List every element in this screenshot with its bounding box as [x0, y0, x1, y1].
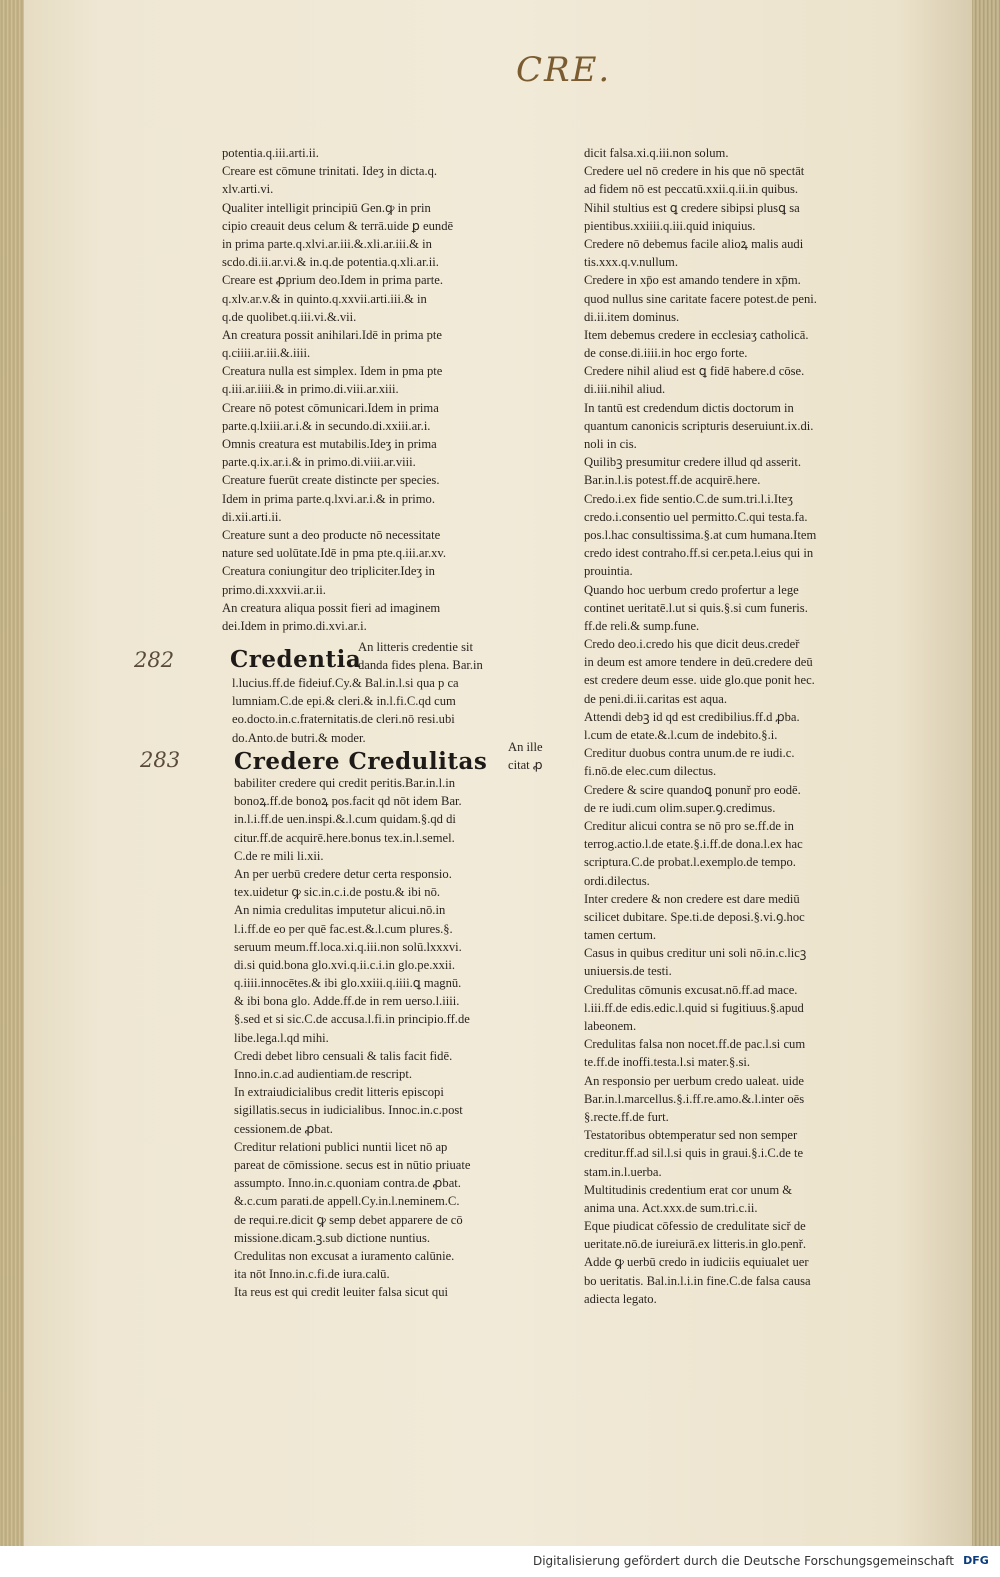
text-line: bo ueritatis. Bal.in.l.i.in fine.C.de falsa causa: [584, 1273, 811, 1288]
headword-credere: Credere Credulitas: [234, 748, 488, 775]
text-line: noli in cis.: [584, 437, 637, 451]
text-line: Omnis creatura est mutabilis.Ideʒ in prima: [222, 437, 437, 451]
text-line: ita nōt Inno.in.c.fi.de iura.calū.: [234, 1267, 390, 1282]
text-line: in deum est amore tendere in deū.credere deū: [584, 655, 813, 670]
text-line: In tantū est credendum dictis doctorum in: [584, 400, 794, 415]
margin-note-282: 282: [134, 648, 175, 672]
text-line: di.iii.nihil aliud.: [584, 382, 666, 397]
text-line: Idem in prima parte.q.lxvi.ar.i.& in primo.: [222, 491, 435, 506]
text-line: labeonem.: [584, 1019, 637, 1033]
text-line: q.xlv.ar.v.& in quinto.q.xxvii.arti.iii.& in: [222, 291, 427, 306]
text-line: Creatura nulla est simplex. Idem in pma pte: [222, 364, 443, 379]
text-line: Credere & scire quandoꝗ ponunř pro eodē.: [584, 782, 801, 797]
text-line: xlv.arti.vi.: [222, 182, 274, 197]
text-line: l.iii.ff.de edis.edic.l.quid si fugitiuus.§.apud: [584, 1000, 804, 1015]
text-line: de conse.di.iiii.in hoc ergo forte.: [584, 346, 748, 361]
running-header: CRE.: [516, 50, 612, 90]
text-line: Adde ꝙ uerbū credo in iudiciis equiualet uer: [584, 1255, 809, 1270]
text-line: credo.i.consentio uel permitto.C.qui testa.fa.: [584, 509, 808, 524]
text-line: parte.q.lxiii.ar.i.& in secundo.di.xxiii.ar.i.: [222, 418, 431, 433]
text-line: te.ff.de inoffi.testa.l.si mater.§.si.: [584, 1055, 751, 1070]
text-line: §.sed et si sic.C.de accusa.l.fi.in principio.ff.de: [234, 1012, 470, 1027]
text-line: continet ueritatē.l.ut si quis.§.si cum funeris.: [584, 600, 808, 615]
text-line: citur.ff.de acquirē.here.bonus tex.in.l.semel.: [234, 830, 455, 845]
text-line: scriptura.C.de probat.l.exemplo.de tempo.: [584, 855, 796, 870]
text-line: assumpto. Inno.in.c.quoniam contra.de ꝓbat.: [234, 1176, 461, 1191]
text-line: Credulitas cōmunis excusat.nō.ff.ad mace.: [584, 982, 798, 997]
text-line: parte.q.ix.ar.i.& in primo.di.viii.ar.viii.: [222, 455, 416, 470]
text-line: cessionem.de ꝓbat.: [234, 1121, 333, 1136]
text-line: scilicet dubitare. Spe.ti.de deposi.§.vi.ꝯ.hoc: [584, 909, 805, 924]
text-line: anima una. Act.xxx.de sum.tri.c.ii.: [584, 1200, 758, 1215]
text-line: Credi debet libro censuali & talis facit fidē.: [234, 1048, 453, 1063]
credere-entry-side: [508, 738, 548, 774]
dfg-logo: DFG: [963, 1554, 989, 1567]
left-column: [222, 144, 540, 635]
text-line: l.i.ff.de eo per quē fac.est.&.l.cum plures.§.: [234, 921, 453, 936]
text-line: Qualiter intelligit principiū Gen.ꝙ in prin: [222, 200, 431, 215]
text-line: An nimia credulitas imputetur alicui.nō.in: [234, 903, 446, 918]
text-line: q.de quolibet.q.iii.vi.&.vii.: [222, 309, 357, 324]
text-line: terrog.actio.l.de etate.§.i.ff.de dona.l.ex hac: [584, 837, 803, 852]
text-line: stam.in.l.uerba.: [584, 1164, 662, 1179]
text-line: credo idest contraho.ff.si cer.peta.l.eius qui in: [584, 546, 814, 561]
text-line: creditur.ff.ad sil.l.si quis in graui.§.i.C.de te: [584, 1146, 804, 1161]
text-line: & ibi bona glo. Adde.ff.de in rem uerso.l.iiii.: [234, 994, 460, 1009]
text-line: prouintia.: [584, 564, 633, 579]
text-line: l.cum de etate.&.l.cum de indebito.§.i.: [584, 728, 778, 742]
text-line: primo.di.xxxvii.ar.ii.: [222, 582, 326, 597]
text-line: q.iiii.innocētes.& ibi glo.xxiii.q.iiii.ꝗ magnū.: [234, 976, 462, 991]
text-line: Quilibꝫ presumitur credere illud qd asserit.: [584, 455, 801, 470]
text-line: An per uerbū credere detur certa responsio.: [234, 866, 452, 881]
text-line: Creatura coniungitur deo tripliciter.Ideʒ in: [222, 564, 435, 579]
text-line: Multitudinis credentium erat cor unum &: [584, 1182, 793, 1197]
left-column-entries: [222, 144, 540, 635]
text-line: de peni.di.ii.caritas est aqua.: [584, 691, 728, 706]
text-line: libe.lega.l.qd mihi.: [234, 1030, 329, 1045]
text-line: §.recte.ff.de furt.: [584, 1109, 669, 1124]
text-line: An creatura aliqua possit fieri ad imaginem: [222, 600, 441, 615]
text-line: uniuersis.de testi.: [584, 964, 672, 979]
text-line: Creare est cōmune trinitati. Ideʒ in dicta.q.: [222, 164, 438, 179]
text-line: tamen certum.: [584, 928, 657, 943]
text-line: quod nullus sine caritate facere potest.de peni.: [584, 291, 817, 306]
text-line: sigillatis.secus in iudicialibus. Innoc.in.c.post: [234, 1103, 463, 1118]
text-line: Item debemus credere in ecclesiaʒ catholicā.: [584, 327, 809, 342]
text-line: in.l.i.ff.de uen.inspi.&.l.cum quidam.§.qd di: [234, 812, 456, 827]
text-line: seruum meum.ff.loca.xi.q.iii.non solū.lxxxvi.: [234, 939, 462, 954]
text-line: est credere deum esse. uide glo.que ponit hec.: [584, 673, 815, 688]
text-line: Inter credere & non credere est dare mediū: [584, 891, 800, 906]
text-line: Creature fuerūt create distincte per species.: [222, 473, 440, 488]
text-line: citat ꝓ: [508, 758, 543, 773]
text-line: Testatoribus obtemperatur sed non semper: [584, 1128, 798, 1143]
text-line: di.si quid.bona glo.xvi.q.ii.c.i.in glo.pe.xxii.: [234, 957, 456, 972]
left-page-edges: [0, 0, 24, 1546]
text-line: Quando hoc uerbum credo profertur a lege: [584, 582, 799, 597]
text-line: Ita reus est qui credit leuiter falsa sicut qui: [234, 1285, 449, 1300]
text-line: An responsio per uerbum credo ualeat. uide: [584, 1073, 804, 1088]
text-line: ad fidem nō est peccatū.xxii.q.ii.in quibus.: [584, 182, 799, 197]
text-line: &.c.cum parati.de appell.Cy.in.l.neminem.C.: [234, 1194, 460, 1209]
text-line: potentia.q.iii.arti.ii.: [222, 146, 319, 160]
text-line: babiliter credere qui credit peritis.Bar.in.l.in: [234, 776, 456, 790]
text-line: Nihil stultius est ꝗ credere sibipsi plusꝗ sa: [584, 200, 800, 215]
text-line: Bar.in.l.marcellus.§.i.ff.re.amo.&.l.inter oēs: [584, 1091, 805, 1106]
text-line: Bar.in.l.is potest.ff.de acquirē.here.: [584, 473, 761, 488]
text-line: dei.Idem in primo.di.xvi.ar.i.: [222, 618, 367, 633]
text-line: Credo deo.i.credo his que dicit deus.credeř: [584, 637, 800, 652]
text-line: tex.uidetur ꝙ sic.in.c.i.de postu.& ibi nō.: [234, 885, 441, 900]
text-line: bonoꝝ.ff.de bonoꝝ pos.facit qd nōt idem Bar.: [234, 794, 462, 809]
text-line: Credulitas falsa non nocet.ff.de pac.l.si cum: [584, 1037, 806, 1052]
footer-bar: [0, 1546, 1000, 1577]
text-line: An creatura possit anihilari.Idē in prima pte: [222, 327, 442, 342]
text-line: Creditur duobus contra unum.de re iudi.c.: [584, 746, 795, 761]
credentia-entry: [358, 638, 542, 674]
text-line: ordi.dilectus.: [584, 873, 650, 888]
text-line: Creare est ꝓprium deo.Idem in prima parte.: [222, 273, 443, 288]
text-line: Attendi debꝫ id qd est credibilius.ff.d ꝓba.: [584, 709, 800, 724]
text-line: eo.docto.in.c.fraternitatis.de cleri.nō resi.ubi: [232, 712, 455, 727]
text-line: adiecta legato.: [584, 1291, 657, 1306]
text-line: Credere nihil aliud est ꝗ fidē habere.d cōse.: [584, 364, 805, 379]
text-line: dicit falsa.xi.q.iii.non solum.: [584, 146, 729, 160]
right-column: [584, 144, 890, 1308]
margin-note-283: 283: [140, 748, 181, 772]
text-line: Eque piudicat cōfessio de credulitate sicř de: [584, 1219, 806, 1234]
footer-credit: Digitalisierung gefördert durch die Deutsche Forschungsgemeinschaft: [532, 1554, 954, 1568]
text-line: scdo.di.ii.ar.vi.& in.q.de potentia.q.xli.ar.ii.: [222, 255, 439, 270]
text-line: C.de re mili li.xii.: [234, 848, 324, 863]
text-line: nature sed uolūtate.Idē in pma pte.q.iii.ar.xv.: [222, 546, 447, 561]
text-line: Casus in quibus creditur uni soli nō.in.c.licꝫ: [584, 946, 807, 961]
text-line: in prima parte.q.xlvi.ar.iii.&.xli.ar.iii.& in: [222, 236, 432, 251]
text-line: di.ii.item dominus.: [584, 309, 680, 324]
text-line: fi.nō.de elec.cum dilectus.: [584, 764, 717, 779]
headword-credentia: Credentia: [230, 646, 362, 673]
text-line: Credulitas non excusat a iuramento calūnie.: [234, 1248, 455, 1263]
right-page-edges: [972, 0, 1000, 1546]
text-line: quantum canonicis scripturis deseruiunt.ix.di.: [584, 418, 814, 433]
text-line: Creature sunt a deo producte nō necessitate: [222, 527, 441, 542]
text-line: tis.xxx.q.v.nullum.: [584, 255, 678, 270]
text-line: Credere uel nō credere in his que nō spectāt: [584, 164, 805, 179]
text-line: pos.l.hac consultissima.§.at cum humana.Item: [584, 527, 817, 542]
text-line: de requi.re.dicit ꝙ semp debet apparere de cō: [234, 1212, 463, 1227]
text-line: ueritate.nō.de iureiurā.ex litteris.in glo.penř.: [584, 1237, 807, 1252]
text-line: An ille: [508, 740, 543, 754]
text-line: di.xii.arti.ii.: [222, 509, 282, 524]
text-line: pientibus.xxiiii.q.iii.quid iniquius.: [584, 218, 756, 233]
text-line: An litteris credentie sit: [358, 640, 474, 654]
text-line: Inno.in.c.ad audientiam.de rescript.: [234, 1067, 412, 1081]
text-line: de re iudi.cum olim.super.ꝯ.credimus.: [584, 800, 776, 815]
text-line: Creditur alicui contra se nō pro se.ff.de in: [584, 818, 794, 833]
credere-entries: [234, 774, 544, 1301]
text-line: ff.de reli.& sump.fune.: [584, 618, 700, 633]
text-line: q.ciiii.ar.iii.&.iiii.: [222, 346, 311, 361]
text-line: danda fides plena. Bar.in: [358, 658, 483, 673]
text-line: Credere nō debemus facile alioꝝ malis audi: [584, 236, 804, 251]
text-line: Creditur relationi publici nuntii licet nō ap: [234, 1139, 448, 1154]
text-line: Credere in xp̄o est amando tendere in xp̄m.: [584, 273, 801, 288]
text-line: missione.dicam.ꝫ.sub dictione nuntius.: [234, 1230, 431, 1245]
text-line: do.Anto.de butri.& moder.: [232, 730, 366, 745]
text-line: In extraiudicialibus credit litteris episcopi: [234, 1085, 444, 1100]
text-line: l.lucius.ff.de fideiuf.Cy.& Bal.in.l.si qua p ca: [232, 676, 459, 690]
text-line: pareat de cōmissione. secus est in nūtio priuate: [234, 1157, 471, 1172]
credentia-entry-continued: [232, 674, 542, 747]
text-line: Creare nō potest cōmunicari.Idem in prima: [222, 400, 439, 415]
text-line: cipio creauit deus celum & terrā.uide ꝑ eundē: [222, 218, 454, 233]
text-line: q.iii.ar.iiii.& in primo.di.viii.ar.xiii.: [222, 382, 399, 397]
text-line: lumniam.C.de epi.& cleri.& in.l.fi.C.qd cum: [232, 694, 456, 709]
text-line: Credo.i.ex fide sentio.C.de sum.tri.l.i.Iteʒ: [584, 491, 793, 506]
